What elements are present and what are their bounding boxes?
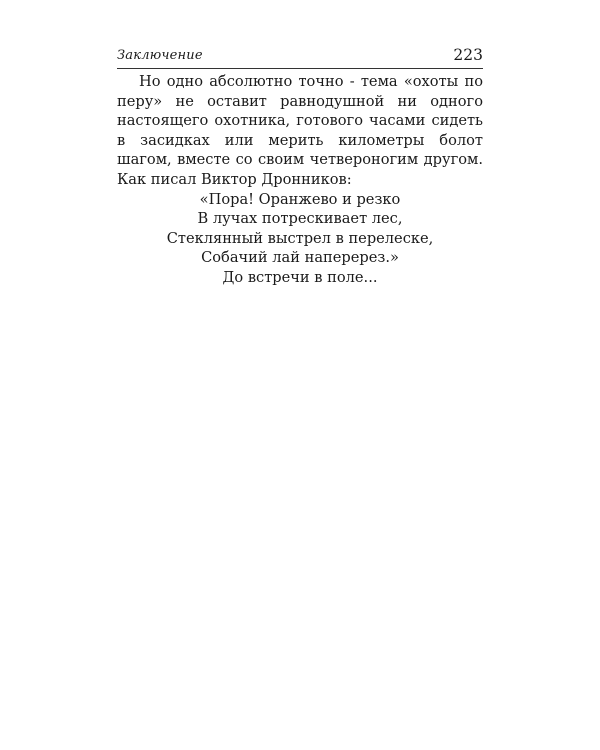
poem-line: Стеклянный выстрел в перелеске,	[166, 229, 434, 247]
running-header	[117, 44, 483, 69]
paragraph: Но одно абсолютно точно - тема «охоты по перу» не оставит равнодушной ни одного настоящего охотника, готового часами сидеть в засидках или мерить километры болот шагом, вместе со своим четвероногим другом. Как писал Виктор Дронников:	[117, 73, 483, 188]
poem-line: Собачий лай наперерез.»	[201, 249, 399, 267]
poem	[117, 190, 483, 288]
poem-line: В лучах потрескивает лес,	[197, 210, 403, 228]
section-title: Заключение	[117, 48, 203, 63]
page-number: 223	[453, 46, 483, 64]
poem-line: «Пора! Оранжево и резко	[199, 190, 401, 208]
body-text	[117, 72, 483, 288]
closing-line: До встречи в поле...	[222, 268, 378, 286]
